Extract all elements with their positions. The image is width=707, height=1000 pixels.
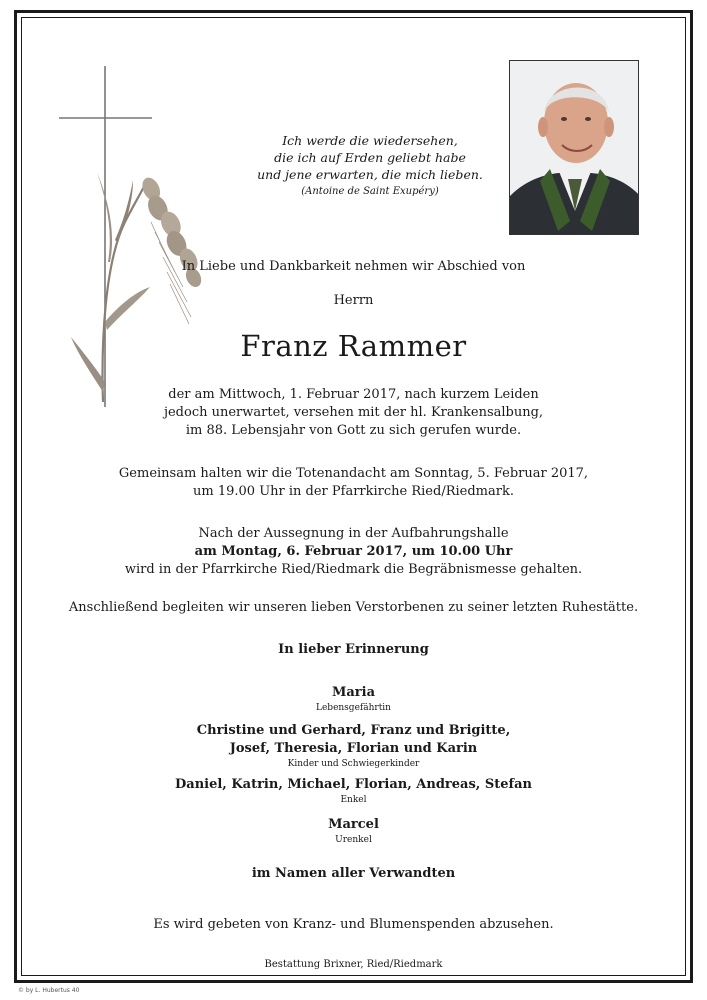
mourner-group bbox=[40, 722, 667, 770]
death-line: jedoch unerwartet, versehen mit der hl. Krankensalbung, bbox=[163, 405, 544, 420]
mourner-relation: Enkel bbox=[340, 795, 367, 805]
death-line: der am Mittwoch, 1. Februar 2017, nach kurzem Leiden bbox=[168, 387, 539, 402]
undertaker: Bestattung Brixner, Ried/Riedmark bbox=[264, 959, 443, 970]
mourner-names: Daniel, Katrin, Michael, Florian, Andreas, Stefan bbox=[175, 777, 532, 792]
death-line: im 88. Lebensjahr von Gott zu sich gerufen wurde. bbox=[185, 423, 522, 438]
funeral-line: wird in der Pfarrkirche Ried/Riedmark die Begräbnismesse gehalten. bbox=[124, 562, 583, 577]
prayer-notice bbox=[40, 465, 667, 501]
mourner-names: Christine und Gerhard, Franz und Brigitte, bbox=[196, 723, 511, 738]
remembrance-heading: In lieber Erinnerung bbox=[278, 642, 429, 657]
mourner-group bbox=[40, 684, 667, 714]
prayer-line: Gemeinsam halten wir die Totenandacht am Sonntag, 5. Februar 2017, bbox=[118, 466, 589, 481]
mourner-relation: Urenkel bbox=[335, 835, 372, 845]
portrait-photo bbox=[509, 60, 639, 235]
relatives-line: im Namen aller Verwandten bbox=[251, 866, 456, 881]
quote-line: und jene erwarten, die mich lieben. bbox=[257, 167, 483, 182]
mourner-relation: Kinder und Schwiegerkinder bbox=[287, 759, 420, 769]
funeral-line: Nach der Aussegnung in der Aufbahrungshalle bbox=[198, 526, 509, 541]
intro-text: In Liebe und Dankbarkeit nehmen wir Abschied von bbox=[181, 259, 526, 274]
burial-notice: Anschließend begleiten wir unseren lieben Verstorbenen zu seiner letzten Ruhestätte. bbox=[68, 600, 639, 615]
prayer-line: um 19.00 Uhr in der Pfarrkirche Ried/Riedmark. bbox=[193, 484, 514, 499]
funeral-date: am Montag, 6. Februar 2017, um 10.00 Uhr bbox=[194, 544, 513, 559]
mourner-names: Maria bbox=[331, 685, 376, 700]
salutation: Herrn bbox=[333, 293, 374, 308]
mourner-names: Marcel bbox=[328, 817, 379, 832]
quote-line: die ich auf Erden geliebt habe bbox=[274, 150, 466, 165]
mourner-relation: Lebensgefährtin bbox=[316, 703, 391, 713]
death-notice bbox=[40, 386, 667, 440]
flowers-note: Es wird gebeten von Kranz- und Blumenspenden abzusehen. bbox=[153, 917, 554, 932]
mourner-names: Josef, Theresia, Florian und Karin bbox=[229, 741, 478, 756]
mourner-group bbox=[40, 776, 667, 806]
mourner-group bbox=[40, 816, 667, 846]
cross-wheat-icon bbox=[55, 62, 205, 422]
quote bbox=[250, 132, 490, 200]
quote-author: (Antoine de Saint Exupéry) bbox=[301, 186, 439, 197]
funeral-notice bbox=[40, 525, 667, 579]
deceased-name: Franz Rammer bbox=[240, 329, 467, 363]
portrait-icon bbox=[510, 61, 639, 235]
quote-line: Ich werde die wiedersehen, bbox=[282, 133, 458, 148]
copyright: © by L. Hubertus 40 bbox=[18, 987, 80, 994]
